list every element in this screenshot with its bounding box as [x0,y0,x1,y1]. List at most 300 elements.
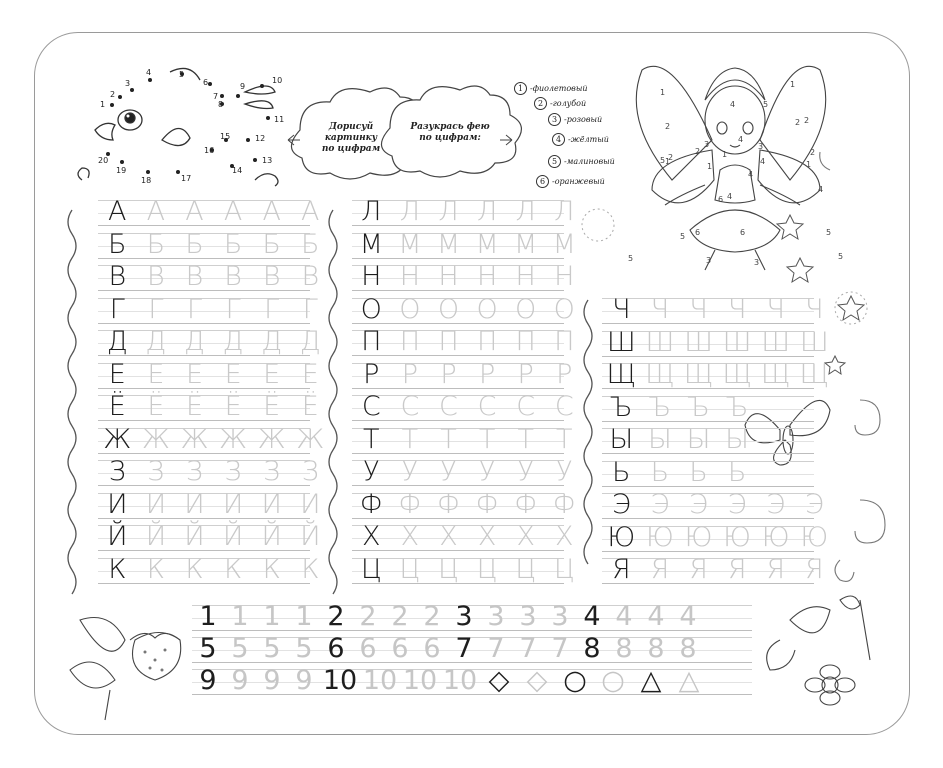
letter-row [98,423,325,458]
letter-trace: М [552,228,576,260]
letter-trace: Т [556,423,573,455]
letter-trace: С [400,391,420,422]
letter-trace: Щ [683,359,714,390]
fairy-color-number: 1 [707,162,713,171]
letter-trace: А [301,196,320,227]
letter-row [352,391,574,425]
wavy-separator-3 [584,300,592,564]
letter-trace: П [515,326,536,357]
letter-sample: Ё [108,391,126,422]
dot-label: 19 [116,166,127,175]
letter-trace: О [476,293,498,325]
letter-sample: Л [361,196,382,227]
letter-trace: Й [222,521,244,552]
letter-trace: Я [727,554,747,585]
letter-trace: Т [478,423,496,455]
fairy-color-number: 4 [748,170,754,179]
letter-trace: Э [804,489,824,520]
letter-row [602,521,829,556]
letter-trace: З [147,456,165,487]
number-trace: 8 [647,633,665,664]
number-trace: 8 [615,633,633,664]
legend-label: -фиолетовый [530,84,588,93]
letter-trace: С [554,391,574,422]
letter-trace: В [185,261,204,292]
letter-trace: А [223,196,243,227]
fairy-color-number: 5 [826,228,832,237]
letter-trace: Ы [647,424,672,455]
letter-row [352,488,576,523]
letter-sample: Ш [606,326,636,358]
number-sample: 2 [327,601,345,632]
letter-row [98,456,319,490]
letter-trace: Б [262,228,281,260]
letter-sample: Д [106,326,128,357]
letter-sample: Б [108,228,127,260]
number-sample: 8 [583,633,601,664]
letter-trace: У [556,456,573,487]
fairy-color-number: 3 [706,256,712,265]
number-trace: 10 [442,665,478,696]
letter-sample: Р [363,358,380,390]
letter-trace: Э [689,489,708,520]
number-trace: 4 [615,601,633,632]
letter-trace: П [399,326,421,357]
letter-row [98,228,320,263]
letter-trace: И [222,488,244,520]
letter-trace: С [477,391,497,422]
number-trace: 5 [295,633,313,664]
dot-label: 14 [232,166,243,175]
letter-trace: Ц [515,553,537,585]
letter-trace: Л [399,196,421,227]
letter-trace: Ш [761,326,791,358]
letter-sample: Ц [360,553,382,585]
letter-row [602,294,824,328]
letter-trace: Ч [766,294,785,325]
fairy-color-number: 1 [790,80,796,89]
letter-trace: В [224,261,242,292]
letter-sample: Ф [359,488,383,520]
number-sample: 6 [327,633,345,664]
letter-trace: К [301,553,320,585]
letter-trace: Ь [727,456,747,488]
letter-trace: Ж [141,423,170,455]
number-trace: ○ [601,665,625,696]
number-trace: 3 [487,601,505,632]
legend-item [548,155,615,168]
letter-trace: С [439,391,458,422]
letter-trace: А [185,196,204,227]
letter-trace: У [401,456,419,487]
letter-trace: П [438,326,459,357]
letter-trace: Б [146,228,166,260]
letter-trace: М [436,228,461,260]
letter-sample: Н [361,261,382,292]
letter-trace: Н [399,261,421,292]
letter-trace: Е [185,358,204,390]
letter-trace: Ю [684,521,713,553]
letter-row [98,553,320,588]
fairy-color-number: 3 [758,142,764,151]
letter-trace: К [262,553,281,585]
letter-row [352,456,573,490]
fairy-color-number: 3 [704,140,710,149]
fairy-color-number: 1 [660,88,666,97]
letter-trace: Ц [399,553,421,585]
number-trace: 1 [263,601,281,632]
dot-label: 7 [213,92,219,101]
letter-trace: К [223,553,243,585]
letter-trace: Э [650,489,670,520]
letter-trace: М [514,228,538,260]
letter-trace: Ф [475,488,499,520]
letter-sample: О [360,293,382,325]
letter-trace: Ж [296,423,325,455]
letter-trace: Щ [722,359,752,390]
letter-trace: Я [766,554,786,585]
letter-row [98,488,321,523]
fairy-color-number: 6 [740,228,746,237]
letter-row [98,196,320,230]
flower-drawing [767,596,870,705]
letter-trace: Ц [438,553,459,585]
letter-trace: Р [556,358,573,390]
number-sample: 10 [322,665,358,696]
letter-row [352,358,573,393]
letter-row [352,521,574,555]
letter-trace: Ь [650,456,670,488]
letter-trace: Ю [723,521,752,553]
letter-trace: Щ [645,359,675,390]
letter-trace: Х [555,521,574,552]
number-trace: 5 [231,633,249,664]
letter-sample: Е [108,358,126,390]
letter-trace: Ё [147,391,165,422]
letter-trace: О [553,293,575,325]
letter-trace: Л [554,196,575,227]
letter-sample: С [361,391,381,422]
letter-trace: Ъ [687,391,710,423]
letter-trace: Ё [263,391,281,422]
letter-trace: Н [515,261,536,292]
letter-trace: Ю [800,521,829,553]
legend-label: -розовый [564,115,603,124]
fairy-color-number: 3 [754,258,760,267]
fairy-color-number: 2 [795,118,801,127]
legend-item [536,175,605,188]
letter-trace: Л [438,196,459,227]
letter-trace: К [146,553,165,585]
letter-trace: Ё [224,391,242,422]
number-sample: 1 [199,601,217,632]
letter-trace: Е [147,358,165,390]
fairy-color-number: 4 [818,185,824,194]
letter-row [352,228,576,263]
number-trace: 9 [295,665,313,696]
dot-label: 11 [274,115,285,124]
letter-sample: П [361,326,382,357]
number-trace: 10 [362,665,398,696]
letter-sample: К [108,553,127,585]
letter-sample: Ч [612,294,631,325]
letter-trace: Ш [684,326,713,358]
letter-trace: Б [301,228,320,260]
number-trace: 4 [647,601,665,632]
letter-trace: Й [261,521,282,552]
letter-trace: Ж [257,423,286,455]
letter-trace: Ц [553,553,575,585]
letter-trace: Р [478,358,496,390]
letter-trace: Ф [436,488,461,520]
letter-sample: З [108,456,126,487]
legend-item [552,133,609,146]
letter-trace: Я [804,554,824,585]
letter-trace: Ж [180,423,209,455]
letter-trace: Л [515,196,536,227]
strawberry-drawing [70,618,181,721]
number-trace: 1 [295,601,313,632]
letter-trace: Ч [689,294,708,325]
letter-sample: Ю [607,521,636,553]
letter-trace: Д [261,326,283,357]
letter-trace: Щ [799,359,830,390]
letter-row [602,425,814,458]
legend-item [548,113,602,126]
letter-row [352,423,573,458]
letter-trace: Я [689,554,708,585]
letter-trace: Й [145,521,167,552]
letter-trace: У [517,456,534,487]
number-trace: 2 [359,601,377,632]
number-trace: 7 [551,633,569,664]
letter-row [352,261,575,295]
letter-trace: О [399,293,421,325]
letter-trace: Ф [514,488,538,520]
fish-drawing [78,68,278,186]
letter-trace: Д [299,326,321,357]
number-row [192,602,752,635]
letter-trace: А [262,196,281,227]
letter-trace: В [147,261,165,292]
letter-trace: К [185,553,204,585]
letter-trace: Й [184,521,205,552]
letter-trace: Ю [645,521,674,553]
letter-row [98,521,321,555]
letter-trace: Ъ [648,391,672,423]
letter-trace: Ч [727,294,747,325]
dot-label: 10 [272,76,283,85]
letter-sample: Я [611,554,631,585]
letter-row [352,326,575,360]
letter-trace: Ж [219,423,248,455]
letter-row [98,391,319,425]
letter-trace: Х [516,521,535,552]
number-trace: 6 [423,633,441,664]
letter-trace: Ё [185,391,204,422]
fairy-color-number: 5 [660,156,666,165]
legend-label: -малиновый [564,157,615,166]
letter-trace: Ш [722,326,752,358]
letter-trace: Х [439,521,458,552]
letter-row [98,358,319,393]
letter-trace: Т [401,423,419,455]
letter-trace: И [261,488,282,520]
letter-trace: У [478,456,496,487]
fairy-color-number: 5 [838,252,844,261]
letter-sample: Х [362,521,381,552]
letter-row [98,261,320,295]
dot-label: 4 [146,68,152,77]
letter-sample: А [108,196,127,227]
number-row [192,634,752,667]
dot-label: 2 [110,90,116,99]
letter-trace: Э [766,489,786,520]
dot-label: 1 [100,100,106,109]
letter-trace: О [515,293,537,325]
letter-sample: В [108,261,127,292]
dot-label: 9 [240,82,246,91]
fairy-color-number: 2 [695,147,701,156]
letter-sample: И [107,488,128,520]
letter-sample: Ь [612,456,631,488]
fairy-color-number: 6 [718,195,724,204]
letter-trace: Ф [552,488,576,520]
number-sample: 9 [199,665,217,696]
number-row [192,666,752,699]
number-trace: 8 [679,633,697,664]
legend-label: -жёлтый [568,135,609,144]
letter-trace: Д [184,326,205,357]
fairy-color-number: 1 [665,157,671,166]
legend-number: 4 [552,133,565,146]
number-sample: 7 [455,633,473,664]
fairy-color-number: 2 [804,116,810,125]
letter-row [602,554,824,588]
letter-trace: Г [264,293,280,325]
number-sample: 4 [583,601,601,632]
dot-label: 6 [203,78,209,87]
letter-row [602,393,814,426]
number-trace: 9 [263,665,281,696]
letter-trace: Б [185,228,204,260]
letter-trace: И [145,488,167,520]
wavy-separator-1 [68,210,76,594]
dot-label: 5 [179,70,185,79]
letter-row [602,359,830,393]
legend-label: -оранжевый [552,177,605,186]
number-trace: 6 [391,633,409,664]
number-trace: 3 [519,601,537,632]
legend-number: 6 [536,175,549,188]
dot-label: 16 [204,146,215,155]
letter-sample: М [359,228,383,260]
number-trace: 2 [423,601,441,632]
fairy-color-number: 2 [810,148,816,157]
letter-row [352,553,575,588]
number-sample: ○ [563,665,587,696]
letter-trace: Г [225,293,241,325]
number-sample: 5 [199,633,217,664]
number-trace: ◇ [526,665,548,696]
letter-trace: Г [186,293,202,325]
letter-row [602,458,814,491]
number-trace: 3 [551,601,569,632]
letter-trace: Л [476,196,498,227]
legend-number: 1 [514,82,527,95]
number-trace: △ [678,665,700,696]
dot-label: 15 [220,132,231,141]
letter-trace: З [301,456,319,487]
letter-trace: Н [554,261,575,292]
letter-sample: Т [363,423,380,455]
letter-trace: Т [440,423,457,455]
number-sample: △ [640,665,662,696]
fairy-color-number: 4 [730,100,736,109]
legend-item [534,97,586,110]
letter-trace: Р [517,358,534,390]
letter-trace: У [440,456,457,487]
dot-label: 18 [141,176,152,185]
letter-trace: Ю [761,521,790,553]
letter-sample: Ъ [610,391,633,423]
fairy-color-number: 1 [722,150,728,159]
letter-row [352,293,575,328]
letter-row [352,196,575,230]
letter-sample: Ж [103,423,132,455]
number-sample: ◇ [488,665,510,696]
cloud-left-text: Дорисуй картинку по цифрам [321,122,381,154]
letter-trace: Д [222,326,244,357]
letter-trace: Ы [725,424,749,455]
letter-trace: Я [650,554,670,585]
number-sample: 3 [455,601,473,632]
number-trace: 2 [391,601,409,632]
legend-number: 3 [548,113,561,126]
letter-trace: Э [727,489,747,520]
letter-sample: Щ [606,359,637,390]
dot-label: 13 [262,156,273,165]
fairy-color-number: 5 [680,232,686,241]
letter-trace: Х [477,521,497,552]
letter-trace: Е [301,358,319,390]
letter-sample: Ы [609,424,634,455]
letter-trace: Ц [476,553,498,585]
dot-label: 12 [255,134,266,143]
letter-trace: Ф [398,488,422,520]
dot-label: 3 [125,79,131,88]
letter-trace: З [263,456,281,487]
letter-trace: Ё [301,391,319,422]
letter-trace: П [554,326,575,357]
letter-trace: Ш [645,326,675,358]
letter-trace: Р [401,358,419,390]
letter-trace: Г [148,293,164,325]
letter-trace: Е [263,358,281,390]
number-trace: 5 [263,633,281,664]
number-trace: 1 [231,601,249,632]
letter-trace: З [185,456,204,487]
fairy-color-number: 4 [738,135,744,144]
dot-label: 8 [218,100,224,109]
letter-trace: Ь [689,456,708,488]
letter-trace: М [398,228,422,260]
letter-trace: В [262,261,281,292]
letter-trace: Е [224,358,242,390]
fairy-color-number: 2 [665,122,671,131]
wavy-separator-2 [329,210,337,594]
fairy-color-number: 6 [695,228,701,237]
